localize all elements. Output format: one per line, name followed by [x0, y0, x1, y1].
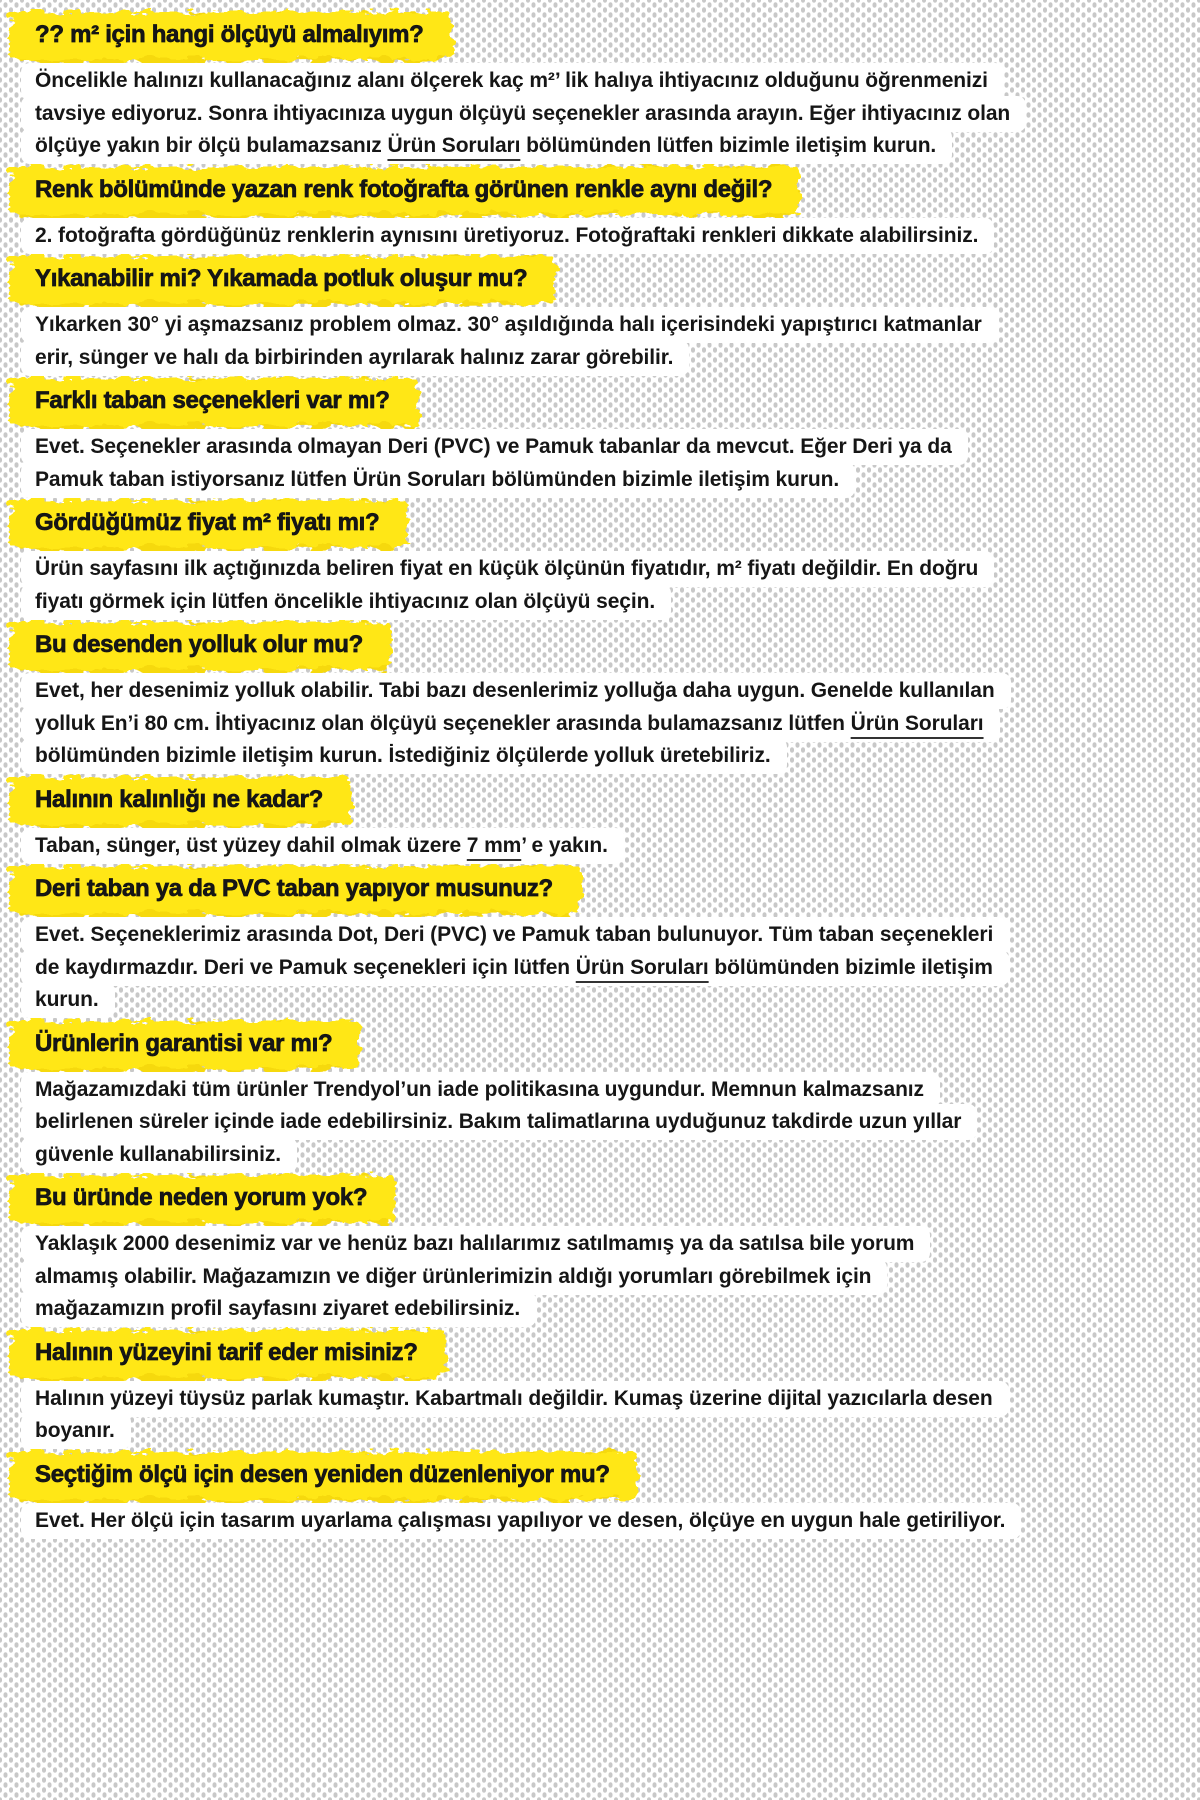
- answer-line-background: [21, 1137, 297, 1173]
- faq-item: [0, 1023, 1200, 1172]
- faq-item: [0, 380, 1200, 496]
- answer-line: [0, 952, 1200, 985]
- question-text: Gördüğümüz fiyat m² fiyatı mı?: [35, 509, 380, 536]
- question-highlight: [35, 1461, 610, 1489]
- answer-line-background: [21, 128, 952, 164]
- answer-line: [0, 675, 1200, 708]
- answer-text-segment: Yıkarken 30° yi aşmazsanız problem olmaz. 30° aşıldığında halı içerisindeki yapıştırıcı katmanlar: [35, 313, 982, 336]
- answer-line-background: [21, 673, 1011, 709]
- answer-line-background: [21, 429, 968, 465]
- answer-text-segment: Evet, her desenimiz yolluk olabilir. Tabi bazı desenlerimiz yolluğa daha uygun. Genelde kullanılan: [35, 679, 995, 702]
- question-highlight: [35, 1030, 332, 1058]
- faq-list: [0, 14, 1200, 1537]
- answer-text-segment: ’ e yakın.: [521, 833, 608, 857]
- question-highlight: [35, 786, 323, 814]
- answer-line: [0, 1139, 1200, 1172]
- question-text: Farklı taban seçenekleri var mı?: [35, 387, 390, 414]
- question-text: Ürünlerin garantisi var mı?: [35, 1029, 333, 1057]
- faq-answer: [0, 1074, 1200, 1172]
- faq-question-row: [0, 1177, 1200, 1219]
- faq-answer: [0, 220, 1200, 253]
- answer-line: [0, 919, 1200, 952]
- answer-line-background: [21, 950, 1009, 986]
- faq-question-row: [0, 502, 1200, 544]
- faq-question-row: [0, 1023, 1200, 1065]
- answer-text-segment: bölümünden bizimle iletişim: [708, 955, 993, 979]
- question-highlight: [35, 631, 363, 659]
- faq-question-row: [0, 258, 1200, 300]
- faq-question-row: [0, 380, 1200, 422]
- faq-answer: [0, 65, 1200, 163]
- question-highlight: [35, 509, 379, 537]
- faq-answer: [0, 1383, 1200, 1448]
- answer-line: [0, 65, 1200, 98]
- answer-line-background: [21, 1413, 131, 1449]
- answer-line: [0, 984, 1200, 1017]
- answer-text-segment: de kaydırmazdır. Deri ve Pamuk seçenekleri için lütfen: [35, 955, 576, 979]
- answer-line-background: [21, 1381, 1009, 1417]
- answer-text-segment: Pamuk taban istiyorsanız lütfen Ürün Soruları bölümünden bizimle iletişim kurun.: [35, 467, 840, 491]
- answer-text-segment: Yaklaşık 2000 desenimiz var ve henüz bazı halılarımız satılmamış ya da satılsa bile yorum: [35, 1232, 915, 1255]
- faq-item: [0, 1454, 1200, 1538]
- question-text: Seçtiğim ölçü için desen yeniden düzenleniyor mu?: [35, 1460, 610, 1488]
- answer-text-segment: 2. fotoğrafta gördüğünüz renklerin aynısını üretiyoruz. Fotoğraftaki renkleri dikkate alabilirsiniz.: [35, 223, 979, 247]
- answer-line-background: [21, 1259, 887, 1295]
- answer-line: [0, 431, 1200, 464]
- faq-item: [0, 624, 1200, 773]
- answer-line: [0, 1261, 1200, 1294]
- answer-line-background: [21, 1072, 940, 1108]
- underlined-reference-text: Ürün Soruları: [850, 711, 984, 735]
- answer-text-segment: erir, sünger ve halı da birbirinden ayrılarak halınız zarar görebilir.: [35, 345, 674, 369]
- answer-text-segment: almamış olabilir. Mağazamızın ve diğer ürünlerimizin aldığı yorumları görebilmek için: [35, 1264, 872, 1288]
- answer-line-background: [21, 1226, 930, 1262]
- faq-item: [0, 169, 1200, 253]
- answer-line: [0, 1383, 1200, 1416]
- underlined-reference-text: Ürün Soruları: [387, 134, 521, 157]
- answer-text-segment: fiyatı görmek için lütfen öncelikle ihtiyacınız olan ölçüyü seçin.: [35, 589, 656, 613]
- answer-line-background: [21, 584, 671, 620]
- faq-item: [0, 502, 1200, 618]
- answer-text-segment: boyanır.: [35, 1419, 115, 1442]
- answer-line: [0, 464, 1200, 497]
- answer-line-background: [21, 551, 994, 587]
- question-highlight: [35, 875, 553, 903]
- answer-line: [0, 220, 1200, 253]
- underlined-reference-text: 7 mm: [466, 833, 522, 857]
- faq-item: [0, 1177, 1200, 1326]
- answer-line: [0, 553, 1200, 586]
- question-highlight: [35, 1184, 367, 1212]
- answer-line: [0, 130, 1200, 163]
- answer-line: [0, 586, 1200, 619]
- answer-text-segment: Taban, sünger, üst yüzey dahil olmak üzere: [35, 833, 467, 857]
- answer-line: [0, 342, 1200, 375]
- answer-line: [0, 830, 1200, 863]
- answer-line: [0, 1228, 1200, 1261]
- faq-answer: [0, 675, 1200, 773]
- answer-line-background: [21, 1104, 977, 1140]
- answer-text-segment: tavsiye ediyoruz. Sonra ihtiyacınıza uygun ölçüyü seçenekler arasında arayın. Eğer ihtiyacınız olan: [35, 101, 1011, 125]
- question-highlight: [35, 387, 390, 415]
- question-text: Yıkanabilir mi? Yıkamada potluk oluşur mu?: [35, 265, 528, 292]
- faq-question-row: [0, 779, 1200, 821]
- answer-text-segment: bölümünden bizimle iletişim kurun. İstediğiniz ölçülerde yolluk üretebiliriz.: [35, 744, 771, 767]
- faq-item: [0, 1332, 1200, 1448]
- answer-line-background: [21, 706, 1000, 742]
- faq-answer: [0, 1505, 1200, 1538]
- answer-line-background: [21, 218, 994, 254]
- faq-item: [0, 14, 1200, 163]
- answer-text-segment: Mağazamızdaki tüm ürünler Trendyol’un iade politikasına uygundur. Memnun kalmazsanız: [35, 1077, 924, 1101]
- faq-question-row: [0, 868, 1200, 910]
- faq-question-row: [0, 1454, 1200, 1496]
- answer-line: [0, 1074, 1200, 1107]
- question-highlight: [35, 265, 527, 293]
- faq-answer: [0, 309, 1200, 374]
- answer-text-segment: yolluk En’i 80 cm. İhtiyacınız olan ölçüyü seçenekler arasında bulamazsanız lütfen: [35, 711, 851, 735]
- faq-item: [0, 258, 1200, 374]
- answer-line-background: [21, 1503, 1021, 1539]
- answer-text-segment: bölümünden lütfen bizimle iletişim kurun.: [520, 134, 937, 157]
- answer-line: [0, 309, 1200, 342]
- answer-line-background: [21, 1291, 536, 1327]
- faq-item: [0, 779, 1200, 863]
- answer-text-segment: Evet. Her ölçü için tasarım uyarlama çalışması yapılıyor ve desen, ölçüye en uygun hale getiriliyor.: [35, 1508, 1006, 1532]
- question-highlight: [35, 176, 772, 204]
- answer-line: [0, 740, 1200, 773]
- question-text: ?? m² için hangi ölçüyü almalıyım?: [35, 21, 424, 48]
- answer-text-segment: Halının yüzeyi tüysüz parlak kumaştır. Kabartmalı değildir. Kumaş üzerine dijital yazıcılarla desen: [35, 1386, 993, 1410]
- answer-text-segment: mağazamızın profil sayfasını ziyaret edebilirsiniz.: [35, 1297, 521, 1320]
- answer-text-segment: Evet. Seçeneklerimiz arasında Dot, Deri (PVC) ve Pamuk taban bulunuyor. Tüm taban seçenekleri: [35, 923, 994, 946]
- answer-line-background: [21, 96, 1026, 132]
- answer-line: [0, 1106, 1200, 1139]
- underlined-reference-text: Ürün Soruları: [575, 955, 709, 979]
- answer-text-segment: Ürün sayfasını ilk açtığınızda beliren fiyat en küçük ölçünün fiyatıdır, m² fiyatı değildir. En doğru: [35, 557, 979, 580]
- faq-answer: [0, 919, 1200, 1017]
- faq-question-row: [0, 14, 1200, 56]
- faq-answer: [0, 431, 1200, 496]
- question-text: Bu desenden yolluk olur mu?: [35, 631, 363, 658]
- answer-text-segment: Evet. Seçenekler arasında olmayan Deri (PVC) ve Pamuk tabanlar da mevcut. Eğer Deri ya da: [35, 435, 952, 458]
- question-highlight: [35, 1339, 418, 1367]
- answer-line-background: [21, 462, 855, 498]
- answer-line: [0, 1293, 1200, 1326]
- answer-line-background: [21, 307, 998, 343]
- question-text: Deri taban ya da PVC taban yapıyor musunuz?: [35, 875, 553, 902]
- answer-line: [0, 98, 1200, 131]
- faq-question-row: [0, 624, 1200, 666]
- question-text: Halının yüzeyini tarif eder misiniz?: [35, 1338, 418, 1366]
- answer-text-segment: belirlenen süreler içinde iade edebilirsiniz. Bakım talimatlarına uyduğunuz takdirde uzun yıllar: [35, 1110, 962, 1133]
- faq-question-row: [0, 1332, 1200, 1374]
- answer-text-segment: Öncelikle halınızı kullanacağınız alanı ölçerek kaç m²’ lik halıya ihtiyacınız olduğunu öğrenmenizi: [35, 69, 988, 92]
- answer-line-background: [21, 982, 115, 1018]
- faq-answer: [0, 1228, 1200, 1326]
- answer-text-segment: ölçüye yakın bir ölçü bulamazsanız: [35, 134, 388, 157]
- answer-line: [0, 1415, 1200, 1448]
- answer-line-background: [21, 917, 1009, 953]
- faq-question-row: [0, 169, 1200, 211]
- faq-answer: [0, 830, 1200, 863]
- answer-line-background: [21, 828, 624, 864]
- answer-line-background: [21, 63, 1004, 99]
- faq-item: [0, 868, 1200, 1017]
- faq-answer: [0, 553, 1200, 618]
- answer-text-segment: güvenle kullanabilirsiniz.: [35, 1142, 281, 1166]
- question-text: Bu üründe neden yorum yok?: [35, 1184, 368, 1211]
- answer-line-background: [21, 340, 689, 376]
- answer-line-background: [21, 738, 787, 774]
- answer-line: [0, 1505, 1200, 1538]
- question-text: Halının kalınlığı ne kadar?: [35, 785, 323, 813]
- answer-text-segment: kurun.: [35, 988, 99, 1011]
- answer-line: [0, 708, 1200, 741]
- question-text: Renk bölümünde yazan renk fotoğrafta görünen renkle aynı değil?: [35, 175, 773, 203]
- question-highlight: [35, 21, 424, 49]
